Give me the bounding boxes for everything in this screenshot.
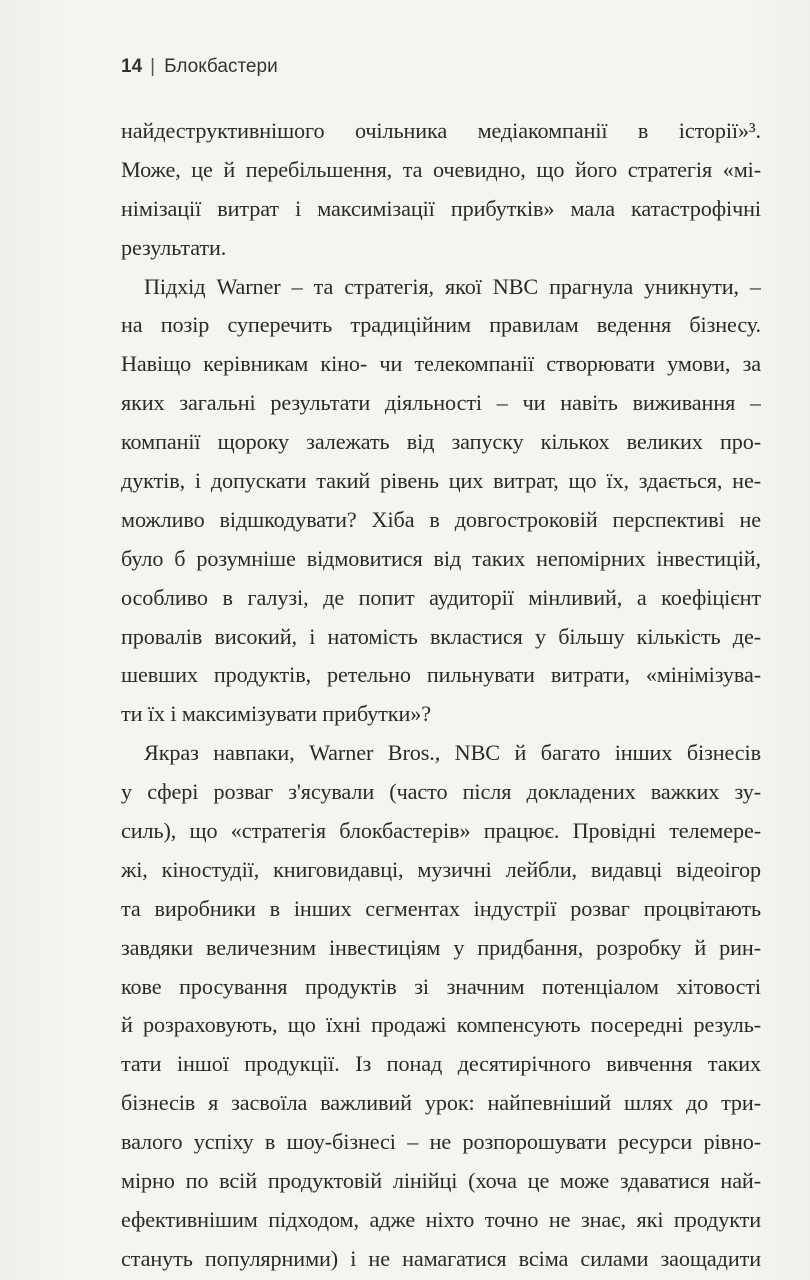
text-line: німізації витрат і максимізації прибутків» мала катастрофічні <box>121 195 761 221</box>
text-line: можливо відшкодувати? Хіба в довгостроковій перспективі не <box>121 506 761 532</box>
text-line: стануть популярними) і не намагатися всіма силами заощадити <box>121 1245 761 1271</box>
text-line: й розраховують, що їхні продажі компенсують посередні резуль- <box>121 1012 761 1038</box>
text-line: мірно по всій продуктовій лінійці (хоча це може здаватися най- <box>121 1168 761 1194</box>
text-line: було б розумніше відмовитися від таких непомірних інвестицій, <box>121 545 761 571</box>
text-line: Може, це й перебільшення, та очевидно, що його стратегія «мі- <box>121 156 761 182</box>
text-line: силь), що «стратегія блокбастерів» працює. Провідні телемере- <box>121 818 761 844</box>
text-line: особливо в галузі, де попит аудиторії мінливий, а коефіцієнт <box>121 584 761 610</box>
text-line: результати. <box>121 234 227 260</box>
running-header <box>121 56 278 78</box>
text-line: Підхід Warner – та стратегія, якої NBC прагнула уникнути, – <box>144 273 761 299</box>
text-line: на позір суперечить традиційним правилам ведення бізнесу. <box>121 312 761 338</box>
page-number: 14 <box>121 56 143 77</box>
header-separator: | <box>150 56 156 77</box>
chapter-title: Блокбастери <box>164 56 278 77</box>
text-line: компанії щороку залежать від запуску кількох великих про- <box>121 429 761 455</box>
text-line: ти їх і максимізувати прибутки»? <box>121 701 431 727</box>
text-line: найдеструктивнішого очільника медіакомпанії в історії»³. <box>121 118 761 143</box>
text-line: жі, кіностудії, книговидавці, музичні лейбли, видавці відеоігор <box>121 856 761 882</box>
text-line: Навіщо керівникам кіно- чи телекомпанії створювати умови, за <box>121 351 761 377</box>
text-line: валого успіху в шоу-бізнесі – не розпорошувати ресурси рівно- <box>121 1129 761 1155</box>
text-line: тати іншої продукції. Із понад десятирічного вивчення таких <box>121 1051 761 1077</box>
text-line: кове просування продуктів зі значним потенціалом хітовості <box>121 973 761 999</box>
text-line: завдяки величезним інвестиціям у придбання, розробку й рин- <box>121 934 761 960</box>
text-line: у сфері розваг з'ясували (часто після докладених важких зу- <box>121 779 761 805</box>
text-line: дуктів, і допускати такий рівень цих витрат, що їх, здається, не- <box>121 468 761 494</box>
text-line: шевших продуктів, ретельно пильнувати витрати, «мінімізува- <box>121 662 761 688</box>
text-line: та виробники в інших сегментах індустрії розваг процвітають <box>121 895 761 921</box>
text-line: провалів високий, і натомість вкластися у більшу кількість де- <box>121 623 761 649</box>
text-line: бізнесів я засвоїла важливий урок: найпевніший шлях до три- <box>121 1090 761 1116</box>
text-line: ефективнішим підходом, адже ніхто точно не знає, які продукти <box>121 1206 761 1232</box>
text-line: яких загальні результати діяльності – чи навіть виживання – <box>121 390 761 416</box>
body-text <box>121 112 761 1279</box>
text-line: Якраз навпаки, Warner Bros., NBC й багато інших бізнесів <box>144 740 761 766</box>
